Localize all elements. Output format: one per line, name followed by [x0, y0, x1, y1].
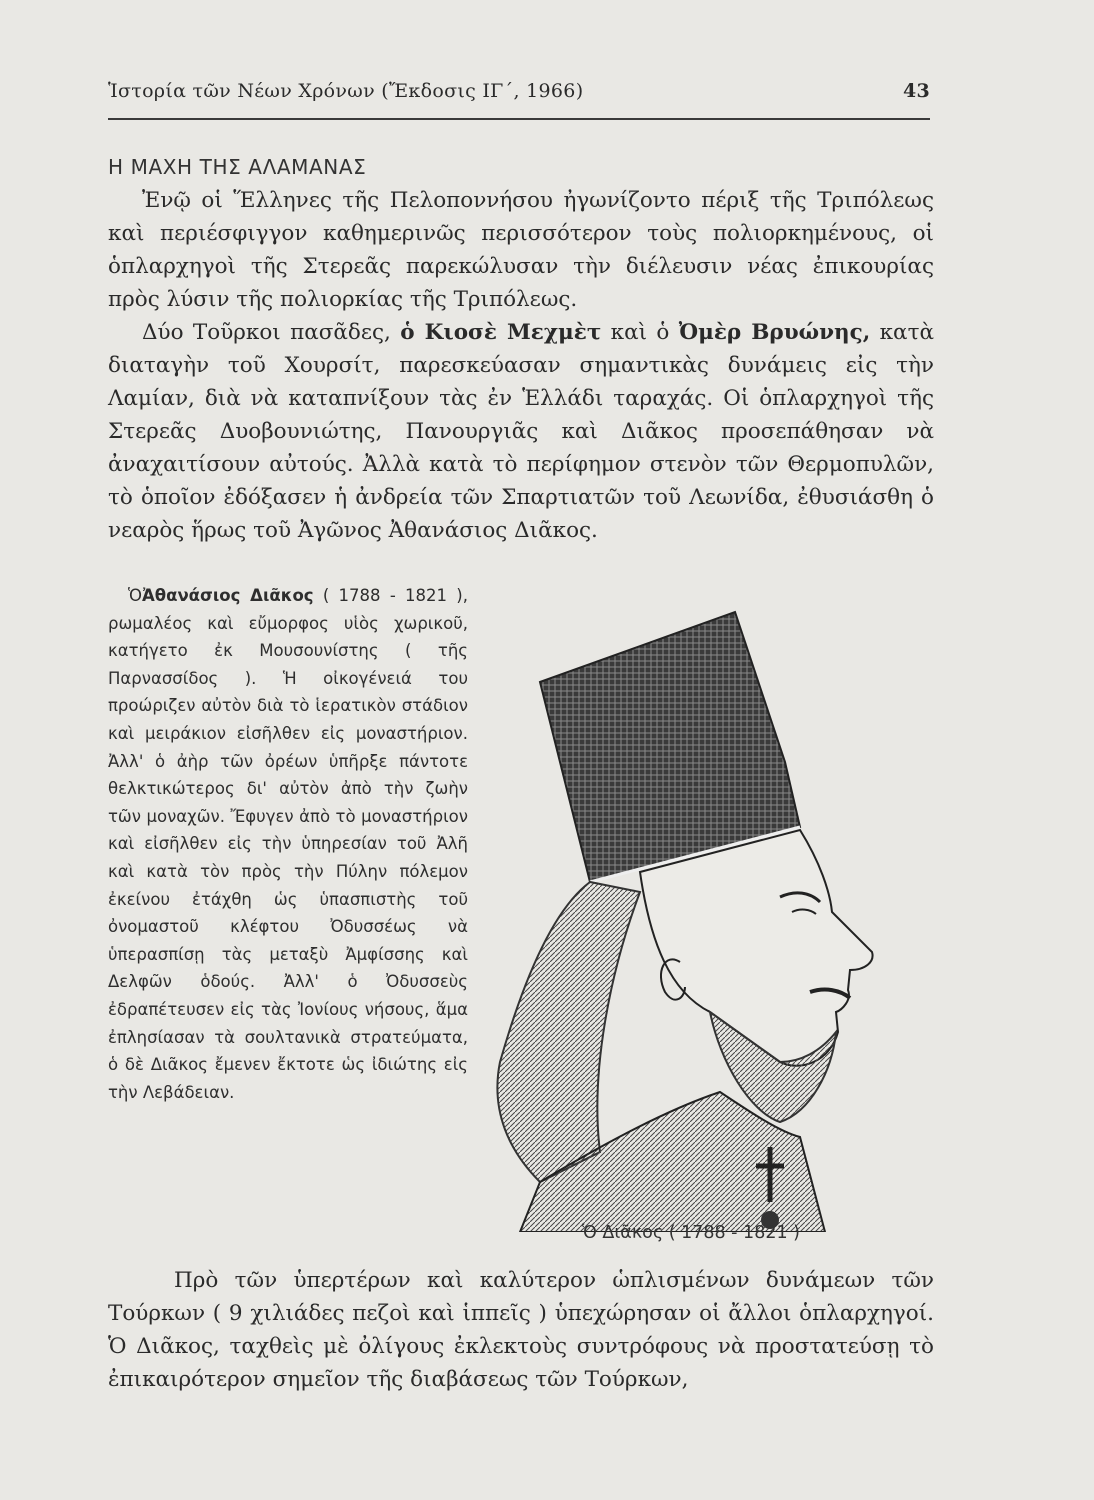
name-kiose-mehmet: ὁ Κιοσὲ Μεχμὲτ: [400, 320, 602, 345]
bio-intro: Ὁ: [128, 586, 142, 605]
paragraph-2: [108, 316, 934, 547]
paragraph-1: Ἐνῷ οἱ Ἕλληνες τῆς Πελοποννήσου ἠγωνίζοντο πέριξ τῆς Τριπόλεως καὶ περιέσφιγγον καθημερινῶς περισσότερον τοὺς πολιορκημένους, οἱ ὁπλαρχηγοὶ τῆς Στερεᾶς παρεκώλυσαν τὴν διέλευσιν νέας ἐπικουρίας πρὸς λύσιν τῆς πολιορκίας τῆς Τριπόλεως.: [108, 188, 934, 312]
figure-caption: Ὁ Διᾶκος ( 1788 - 1821 ): [582, 1223, 800, 1243]
sidebar-biography: [108, 582, 468, 1106]
biography-paragraph: [108, 582, 468, 1106]
continuation-text: [108, 1264, 934, 1396]
running-header: [108, 78, 930, 120]
main-text: [108, 184, 934, 547]
section-title: Η ΜΑΧΗ ΤΗΣ ΑΛΑΜΑΝΑΣ: [108, 155, 367, 179]
p2-mid: καὶ ὁ: [610, 320, 670, 345]
p2-end: κατὰ διαταγὴν τοῦ Χουρσίτ, παρεσκεύασαν σημαντικὰς δυνάμεις εἰς τὴν Λαμίαν, διὰ νὰ καταπνίξουν τὰς ἐν Ἑλλάδι ταραχάς. Οἱ ὁπλαρχηγοὶ τῆς Στερεᾶς Δυοβουνιώτης, Πανουργιᾶς καὶ Διᾶκος προσεπάθησαν νὰ ἀναχαιτίσουν αὐτούς. Ἀλλὰ κατὰ τὸ περίφημον στενὸν τῶν Θερμοπυλῶν, τὸ ὁποῖον ἐδόξασεν ἡ ἀνδρεία τῶν Σπαρτιατῶν τοῦ Λεωνίδα, ἐθυσιάσθη ὁ νεαρὸς ἥρως τοῦ Ἀγῶνος Ἀθανάσιος Διᾶκος.: [108, 320, 934, 543]
portrait-engraving: [480, 592, 940, 1232]
bio-name: Ἀθανάσιος Διᾶκος: [142, 586, 314, 605]
running-title: Ἱστορία τῶν Νέων Χρόνων (Ἔκδοσις ΙΓ΄, 1966): [108, 80, 584, 102]
name-omer-vryonis: Ὀμὲρ Βρυώνης,: [678, 320, 871, 345]
paragraph-3: Πρὸ τῶν ὑπερτέρων καὶ καλύτερον ὡπλισμένων δυνάμεων τῶν Τούρκων ( 9 χιλιάδες πεζοὶ καὶ ἱππεῖς ) ὑπεχώρησαν οἱ ἄλλοι ὁπλαρχηγοί. Ὁ Διᾶκος, ταχθεὶς μὲ ὀλίγους ἐκλεκτοὺς συντρόφους νὰ προστατεύσῃ τὸ ἐπικαιρότερον σημεῖον τῆς διαβάσεως τῶν Τούρκων,: [108, 1268, 934, 1392]
p2-start: Δύο Τοῦρκοι πασᾶδες,: [142, 320, 391, 345]
page-number: 43: [902, 80, 930, 102]
bio-text: ( 1788 - 1821 ), ρωμαλέος καὶ εὔμορφος υἱὸς χωρικοῦ, κατήγετο ἐκ Μουσουνίστης ( τῆς Παρνασσίδος ). Ἡ οἰκογένειά του προώριζεν αὐτὸν διὰ τὸ ἱερατικὸν στάδιον καὶ μειράκιον εἰσῆλθεν εἰς μοναστήριον. Ἀλλ' ὁ ἀὴρ τῶν ὀρέων ὑπῆρξε πάντοτε θελκτικώτερος δι' αὐτὸν ἀπὸ τὴν ζωὴν τῶν μοναχῶν. Ἔφυγεν ἀπὸ τὸ μοναστήριον καὶ εἰσῆλθεν εἰς τὴν ὑπηρεσίαν τοῦ Ἀλῆ καὶ κατὰ τὸν πρὸς τὴν Πύλην πόλεμον ἐκείνου ἐτάχθη ὡς ὑπασπιστὴς τοῦ ὀνομαστοῦ κλέφτου Ὀδυσσέως νὰ ὑπερασπίσῃ τὰς μεταξὺ Ἀμφίσσης καὶ Δελφῶν ὁδούς. Ἀλλ' ὁ Ὀδυσσεὺς ἐδραπέτευσεν εἰς τὰς Ἰονίους νήσους, ἅμα ἐπλησίασαν τὰ σουλτανικὰ στρατεύματα, ὁ δὲ Διᾶκος ἔμενεν ἔκτοτε ὡς ἰδιώτης εἰς τὴν Λεβάδειαν.: [108, 586, 468, 1102]
